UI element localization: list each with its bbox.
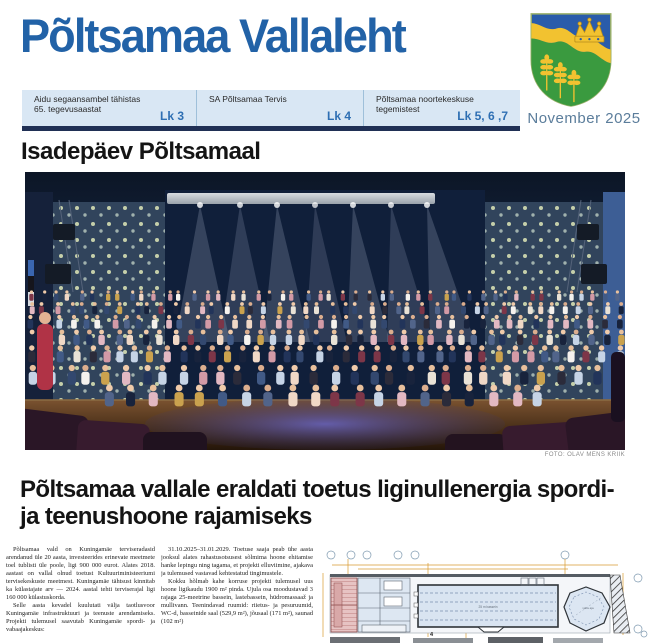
article2-headline-line1: Põltsamaa vallale eraldati toetus liginullenergia spordi- [20, 476, 614, 503]
teaser-item-3 [363, 90, 520, 126]
newspaper-title: Põltsamaa Vallaleht [20, 9, 405, 62]
teaser-text: SA Põltsamaa Tervis [209, 94, 287, 104]
article2-column-1 [6, 546, 155, 643]
masthead-rule [22, 126, 520, 131]
plan-rooms [358, 578, 410, 632]
teaser-text: Põltsamaa noortekeskuse tegemistest [376, 94, 474, 114]
floor-plan-figure [318, 545, 650, 643]
body-paragraph: Põltsamaa vald on Kuningamäe terviseradasid arendanud üle 20 aasta, investeerides erinevate meetmete toel tublisti üle poole, ligi 900 000 eurot. Alates 2018. aastast on vallal olnud toetust Kultuuriministeeriumi tervisekeskuste meetmest. Kuningamäe tähtsust kinnitab ka külastajate arv — 2024. aastal tehti terviserajal ligi 160 000 külastuskorda. [6, 546, 155, 601]
floor-plan-drawing [318, 545, 650, 643]
stage-group-photo-illustration [25, 172, 625, 450]
plan-stair-block [331, 578, 357, 632]
body-paragraph: 31.10.2025–31.01.2029. Toetuse saaja peab ühe aasta jooksul alates rahastusotsusest sõlmima hoone ehitamise hanke lepingu ning tagama, et projekti elluviimine, ajakava ja tulemused vastavad kehtestatud tingimustele. [161, 546, 313, 577]
svg-text:25 m bassein: 25 m bassein [478, 605, 498, 609]
article2-headline [20, 476, 648, 530]
teaser-item-2 [196, 90, 363, 126]
svg-text:vaba aja: vaba aja [582, 606, 594, 610]
photo-credit: FOTO: OLAV MENS KRIIK [544, 452, 625, 458]
plan-swimming-pool [414, 585, 558, 632]
body-paragraph: Kokku hõlmab kahe korruse projekti tulemusel uus hoone ligikaudu 1900 m² pinda. Ujula osa moodustavad 3 rajaga 25-meetrine bassein, lastebassein, hüdromassaaž ja mullivann. Teenindavad ruumid: riietus- ja pesuruumid, WC-d, basseinide saal (529,9 m²), jõusaal (171 m²), saunad (102 m²) [161, 578, 313, 625]
article1-headline: Isadepäev Põltsamaal [21, 138, 261, 165]
municipal-coat-of-arms-icon [527, 11, 615, 108]
body-paragraph: Selle aasta kevadel kuulutati välja taotlusvoor Kuningamäe infrastruktuuri ja teenuste arendamiseks. Projekti tulemusel saavutab Kuningamäe spordi- ja vabaajakeskus: [6, 602, 155, 633]
article2-column-2 [161, 546, 313, 643]
article2-headline-line2: ja teenushoone rajamiseks [20, 503, 312, 530]
teaser-item-1 [22, 90, 196, 126]
teaser-text: Aidu segaansambel tähistas 65. tegevusaastat [34, 94, 141, 114]
teaser-page-ref: Lk 5, 6 ,7 [457, 109, 508, 123]
svg-text:4: 4 [430, 632, 434, 638]
teaser-bar [22, 90, 520, 126]
teaser-page-ref: Lk 4 [326, 109, 351, 123]
issue-date: November 2025 [527, 110, 641, 127]
teaser-page-ref: Lk 3 [159, 109, 184, 123]
event-photo [25, 172, 625, 450]
